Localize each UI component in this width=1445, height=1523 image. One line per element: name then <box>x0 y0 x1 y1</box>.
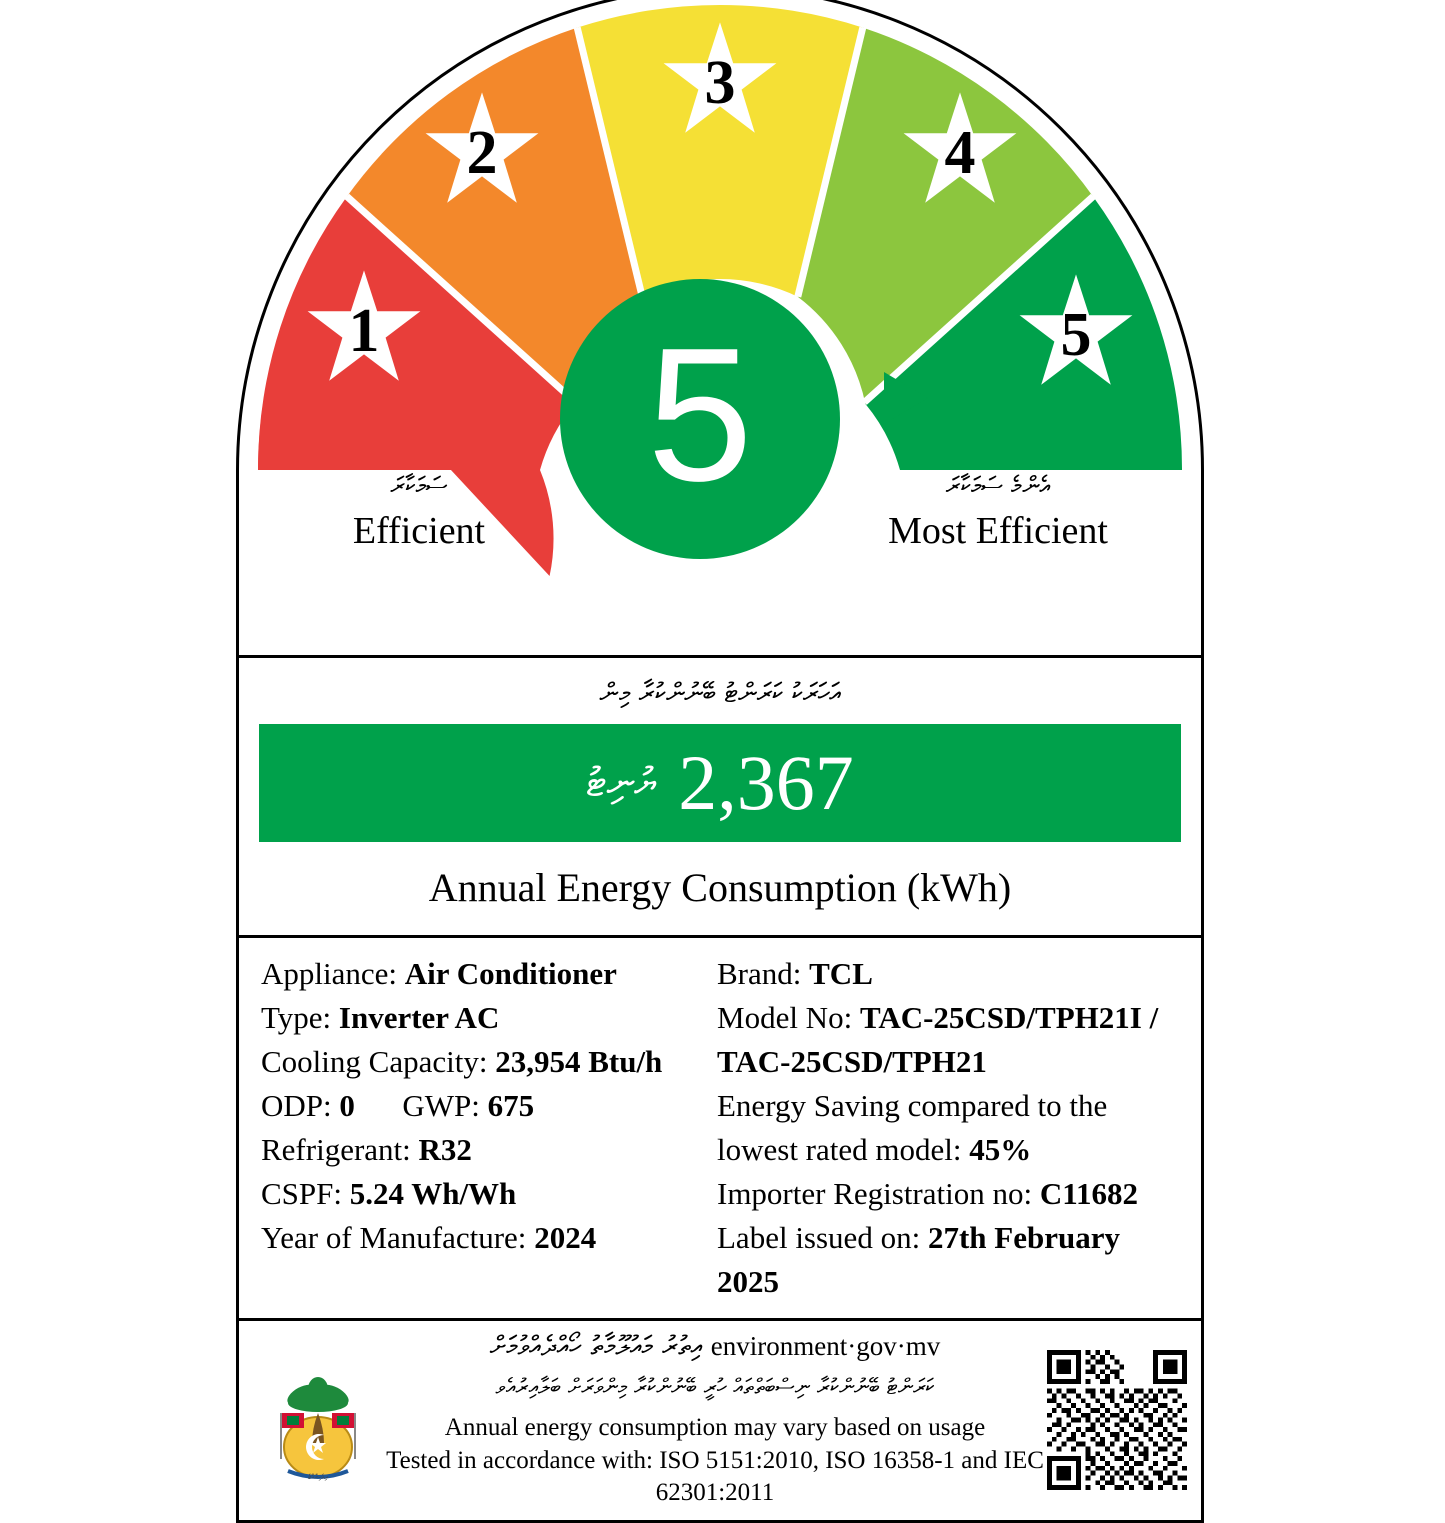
gauge-star-2-label: 2 <box>466 119 498 187</box>
specifications-right-column <box>711 952 1201 1304</box>
gauge-star-3-label: 3 <box>704 49 736 117</box>
annual-energy-value: 2,367 <box>678 739 854 826</box>
gauge-star-5 <box>1016 272 1136 392</box>
spec-cspf: CSPF: 5.24 Wh/Wh <box>261 1176 517 1212</box>
spec-year-of-manufacture: Year of Manufacture: 2024 <box>261 1220 597 1256</box>
spec-model-no-value: TAC-25CSD/TPH21I / TAC-25CSD/TPH21 <box>717 1000 1159 1080</box>
gauge-left-caption-dv: ސަމަކާރަ <box>390 471 448 500</box>
spec-cspf-value: 5.24 Wh/Wh <box>349 1176 517 1212</box>
footer-note-line1: Annual energy consumption may vary based on usage <box>444 1414 986 1442</box>
spec-energy-saving-value: 45% <box>969 1132 1032 1168</box>
gauge-right-caption <box>798 468 1198 553</box>
specifications-table <box>236 935 1204 1321</box>
spec-brand: Brand: TCL <box>717 956 873 991</box>
spec-year-value: 2024 <box>534 1220 597 1256</box>
spec-gwp-value: 675 <box>487 1088 535 1124</box>
footer-url[interactable]: environment·gov·mv <box>710 1331 941 1362</box>
footer-note-line2: Tested in accordance with: ISO 5151:2010, ISO 16358-1 and IEC 62301:2011 <box>386 1446 1044 1507</box>
footer-url-line <box>383 1331 1047 1363</box>
specifications-left-column <box>239 952 711 1304</box>
gauge-star-1-label: 1 <box>348 297 380 365</box>
gauge-right-caption-dv: އެންމެ ސަމަކާރަ <box>945 471 1051 500</box>
selected-rating-value: 5 <box>647 309 753 521</box>
annual-energy-block <box>236 655 1204 935</box>
annual-energy-bar <box>259 724 1181 842</box>
spec-model-no: Model No: TAC-25CSD/TPH21I / TAC-25CSD/TPH21 <box>717 1000 1159 1080</box>
svg-text:ދިވެހިރާއްޖެ: ދިވެހިރާއްޖެ <box>307 1473 329 1482</box>
spec-label-issued-on: Label issued on: 27th February 2025 <box>717 1220 1120 1300</box>
spec-label-issued-on-value: 27th February 2025 <box>717 1220 1120 1300</box>
efficiency-gauge <box>236 0 1204 655</box>
gauge-star-4-label: 4 <box>944 119 976 187</box>
spec-importer-registration-value: C11682 <box>1039 1176 1139 1212</box>
spec-cooling-capacity-value: 23,954 Btu/h <box>495 1044 663 1080</box>
gauge-left-caption-en: Efficient <box>352 510 486 552</box>
gauge-star-4 <box>900 90 1020 210</box>
footer-url-dv: އިތުރު މައުލޫމާތު ހޯއްދެއްވުމަށް <box>489 1331 703 1363</box>
spec-importer-registration: Importer Registration no: C11682 <box>717 1176 1139 1212</box>
maldives-emblem-icon <box>253 1355 383 1485</box>
spec-odp-value: 0 <box>339 1088 355 1124</box>
qr-code[interactable] <box>1047 1350 1187 1490</box>
spec-refrigerant: Refrigerant: R32 <box>261 1132 472 1168</box>
spec-appliance-value: Air Conditioner <box>404 956 617 991</box>
spec-odp-gwp: ODP: 0 GWP: 675 <box>261 1088 535 1124</box>
spec-appliance: Appliance: Air Conditioner <box>261 956 617 991</box>
gauge-star-5-label: 5 <box>1060 301 1092 369</box>
spec-brand-value: TCL <box>809 956 873 991</box>
gauge-left-caption <box>254 468 584 553</box>
label-footer <box>236 1321 1204 1523</box>
gauge-star-3 <box>660 20 780 140</box>
footer-note-en <box>383 1412 1047 1510</box>
spec-energy-saving: Energy Saving compared to the lowest rated model: 45% <box>717 1088 1108 1168</box>
spec-type: Type: Inverter AC <box>261 1000 500 1036</box>
annual-energy-heading-dv: އަހަރަކު ކަރަންޓު ބޭނުންކުރާ މިން <box>599 678 841 709</box>
annual-energy-caption-en: Annual Energy Consumption (kWh) <box>428 865 1012 910</box>
spec-refrigerant-value: R32 <box>418 1132 472 1168</box>
gauge-pointer-icon <box>884 372 928 424</box>
gauge-star-2 <box>422 90 542 210</box>
footer-text-block <box>383 1331 1047 1510</box>
gauge-star-1 <box>304 268 424 388</box>
annual-energy-unit-dv: ޔުނިޓު <box>586 760 657 806</box>
spec-cooling-capacity: Cooling Capacity: 23,954 Btu/h <box>261 1044 663 1080</box>
gauge-right-caption-en: Most Efficient <box>888 510 1108 552</box>
spec-type-value: Inverter AC <box>338 1000 500 1036</box>
footer-note-dv: ކަރަންޓު ބޭނުންކުރާ ނިސްބަތްތައް ހުރީ ބޭނުންކުރާ މިންވަރަށް ބަލާއިރުއެވ <box>495 1375 935 1401</box>
energy-label-card <box>236 0 1204 1507</box>
